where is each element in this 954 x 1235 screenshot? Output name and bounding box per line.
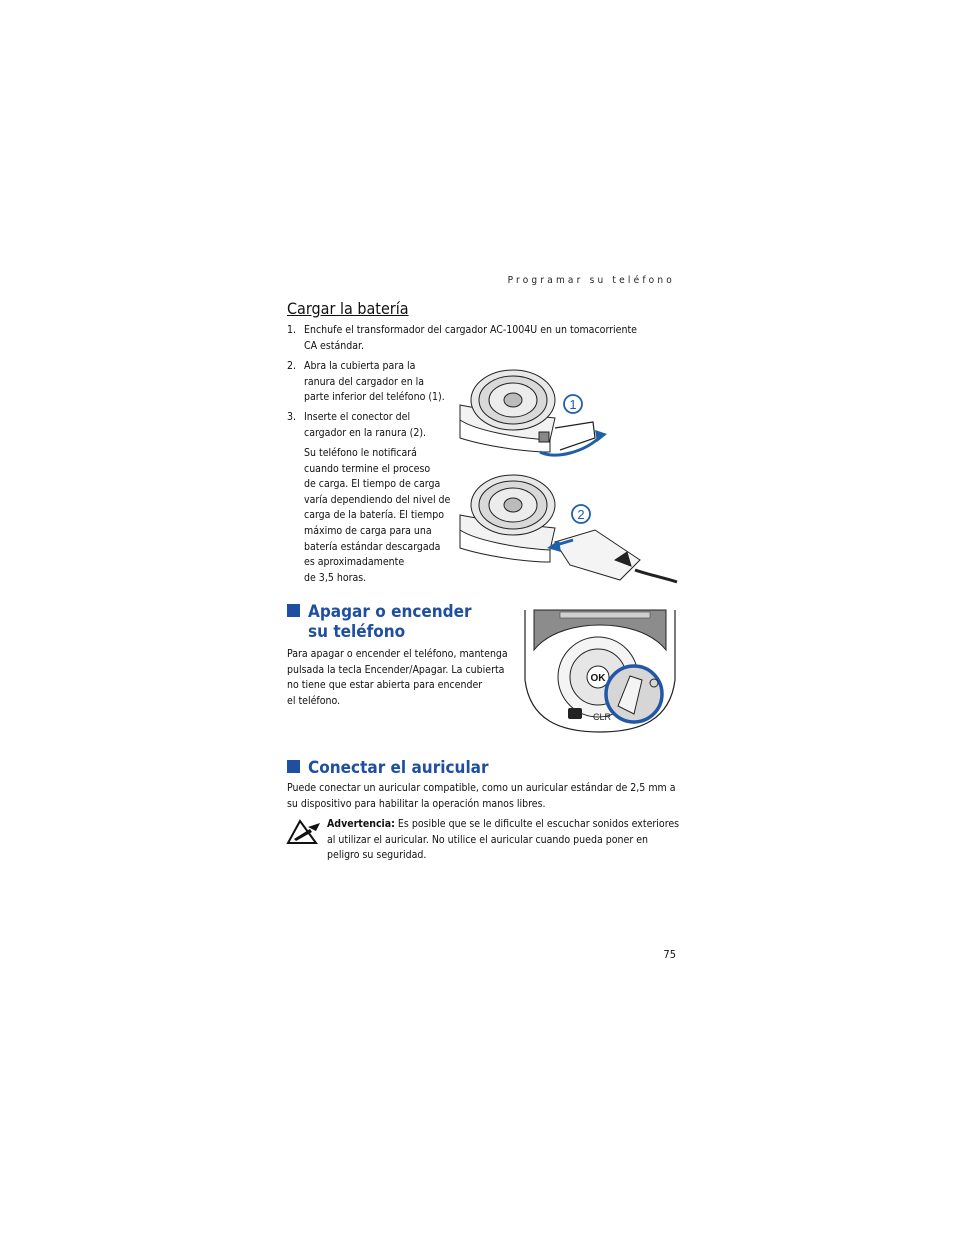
text-line: peligro su seguridad. <box>327 849 427 862</box>
phone-bottom-view-1 <box>460 370 555 452</box>
callout-1: 1 <box>569 397 577 412</box>
text-line: Puede conectar un auricular compatible, como un auricular estándar de 2,5 mm a <box>287 782 676 794</box>
text-line: Para apagar o encender el teléfono, mantenga <box>287 648 508 660</box>
power-key-illustration <box>520 610 680 735</box>
text-line: de carga. El tiempo de carga <box>304 478 441 491</box>
text-line: Su teléfono le notificará <box>304 447 417 459</box>
step-1 <box>287 323 667 357</box>
text-line: su dispositivo para habilitar la operación manos libres. <box>287 797 546 810</box>
step-number: 1. <box>287 324 297 336</box>
text-line: varía dependiendo del nivel de <box>304 493 451 506</box>
text-line: parte inferior del teléfono (1). <box>304 391 445 404</box>
text-line: CA estándar. <box>304 339 364 352</box>
text-line: pulsada la tecla Encender/Apagar. La cubierta <box>287 663 505 676</box>
text-line: batería estándar descargada <box>304 540 441 553</box>
charging-illustration <box>455 360 680 590</box>
charge-note <box>304 446 464 586</box>
warning-label: Advertencia: <box>327 818 395 830</box>
arrow-head <box>595 430 607 442</box>
page-number: 75 <box>663 948 676 961</box>
text-line: no tiene que estar abierta para encender <box>287 679 483 692</box>
section-heading-charge: Cargar la batería <box>287 299 409 318</box>
ok-label: OK <box>590 673 606 684</box>
power-body <box>287 647 517 709</box>
text-line: cuando termine el proceso <box>304 462 431 475</box>
step-2 <box>287 359 457 409</box>
text-line: al utilizar el auricular. No utilice el auricular cuando pueda poner en <box>327 833 649 846</box>
heading-square-icon <box>287 760 300 773</box>
charger-connector <box>555 530 677 582</box>
text-line: cargador en la ranura (2). <box>304 426 427 439</box>
text-line: Abra la cubierta para la <box>304 360 416 372</box>
phone-bottom-view-2 <box>460 475 555 562</box>
headset-body <box>287 781 687 812</box>
text-line: Es posible que se le dificulte el escuchar sonidos exteriores <box>394 818 680 830</box>
clr-label: CLR <box>592 712 612 722</box>
section-heading-headset <box>287 758 489 778</box>
text-line: Enchufe el transformador del cargador AC-1004U en un tomacorriente <box>304 324 637 336</box>
warning-text <box>327 817 687 864</box>
step-3 <box>287 410 457 444</box>
step-number: 2. <box>287 360 297 372</box>
text-line: Inserte el conector del <box>304 411 411 423</box>
section-heading-power <box>287 602 472 642</box>
text-line: de 3,5 horas. <box>304 571 367 584</box>
heading-line: Apagar o encender <box>308 602 472 622</box>
heading-square-icon <box>287 604 300 617</box>
text-line: el teléfono. <box>287 694 341 707</box>
warning-triangle-icon <box>286 819 322 845</box>
heading-text: Conectar el auricular <box>308 758 489 778</box>
text-line: máximo de carga para una <box>304 524 432 537</box>
heading-line: su teléfono <box>308 622 406 642</box>
callout-2: 2 <box>577 507 585 522</box>
camera-key-icon <box>568 708 582 719</box>
text-line: ranura del cargador en la <box>304 375 425 388</box>
running-header: Programar su teléfono <box>507 275 675 286</box>
step-number: 3. <box>287 411 297 423</box>
text-line: es aproximadamente <box>304 556 405 569</box>
text-line: carga de la batería. El tiempo <box>304 509 444 522</box>
